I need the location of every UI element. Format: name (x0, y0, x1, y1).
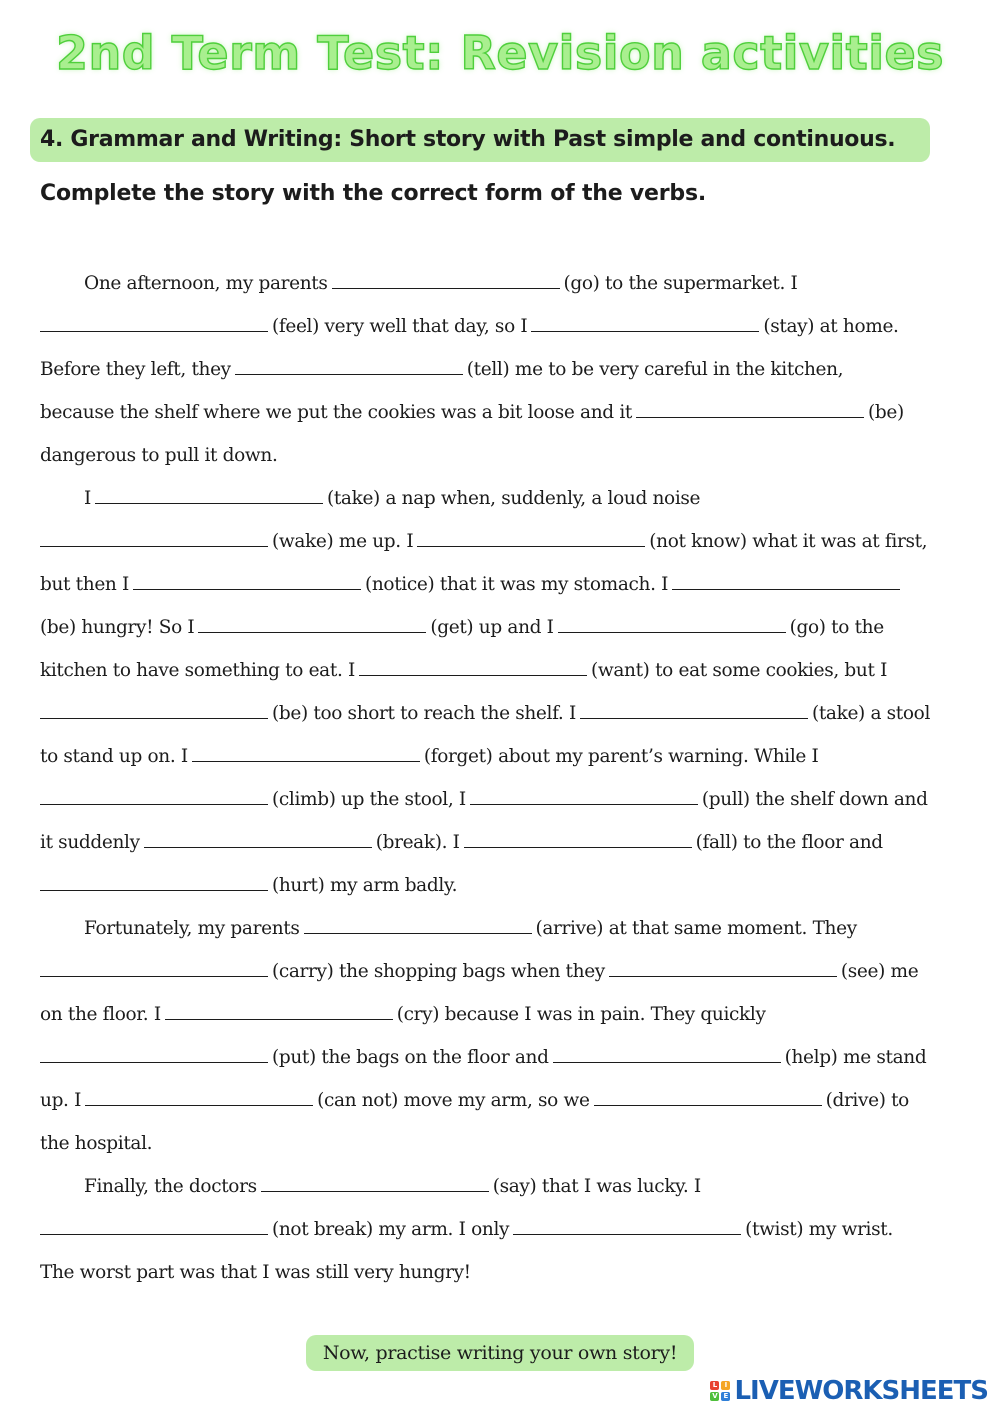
story-text: up. I (40, 1090, 82, 1111)
story-line (40, 525, 927, 559)
answer-blank[interactable] (513, 1215, 741, 1235)
answer-blank[interactable] (40, 699, 268, 719)
story-line (40, 654, 887, 688)
story-text: Fortunately, my parents (84, 918, 300, 939)
story-line (40, 439, 278, 473)
story-text: (hurt) my arm badly. (272, 875, 458, 896)
answer-blank[interactable] (417, 527, 645, 547)
story-text: (get) up and I (430, 617, 554, 638)
story-text: One afternoon, my parents (84, 273, 328, 294)
answer-blank[interactable] (85, 1086, 313, 1106)
story-text: (feel) very well that day, so I (272, 316, 528, 337)
story-line (40, 955, 918, 989)
section-heading: 4. Grammar and Writing: Short story with Past simple and continuous. (30, 118, 930, 162)
story-text: because the shelf where we put the cookies was a bit loose and it (40, 402, 632, 423)
story-line (40, 1041, 926, 1075)
story-text: (see) me (840, 961, 919, 982)
story-text: (go) to the supermarket. I (563, 273, 798, 294)
story-line (40, 998, 766, 1032)
story-line (40, 396, 904, 430)
writing-prompt-banner: Now, practise writing your own story! (306, 1335, 694, 1371)
story-line (40, 1084, 909, 1118)
story-text: it suddenly (40, 832, 140, 853)
story-text: (forget) about my parent’s warning. While I (423, 746, 819, 767)
answer-blank[interactable] (40, 871, 268, 891)
story-line (84, 482, 700, 516)
story-text: to stand up on. I (40, 746, 188, 767)
answer-blank[interactable] (553, 1043, 781, 1063)
answer-blank[interactable] (165, 1000, 393, 1020)
story-text: (not know) what it was at first, (649, 531, 928, 552)
story-text: (climb) up the stool, I (272, 789, 466, 810)
answer-blank[interactable] (470, 785, 698, 805)
story-text: (put) the bags on the floor and (272, 1047, 549, 1068)
story-text: kitchen to have something to eat. I (40, 660, 355, 681)
story-text: (want) to eat some cookies, but I (590, 660, 888, 681)
answer-blank[interactable] (192, 742, 420, 762)
story-text: (not break) my arm. I only (272, 1219, 510, 1240)
story-text: Before they left, they (40, 359, 231, 380)
story-text: (be) (867, 402, 904, 423)
story-line (84, 1170, 701, 1204)
answer-blank[interactable] (464, 828, 692, 848)
story-text: (twist) my wrist. (745, 1219, 893, 1240)
answer-blank[interactable] (359, 656, 587, 676)
story-line (40, 310, 899, 344)
story-text: (notice) that it was my stomach. I (364, 574, 669, 595)
instruction-text: Complete the story with the correct form of the verbs. (40, 181, 707, 206)
story-line (40, 826, 883, 860)
story-line (40, 869, 457, 903)
story-text: (cry) because I was in pain. They quickly (396, 1004, 766, 1025)
answer-blank[interactable] (558, 613, 786, 633)
answer-blank[interactable] (580, 699, 808, 719)
story-text: (pull) the shelf down and (701, 789, 928, 810)
answer-blank[interactable] (235, 355, 463, 375)
story-text: (arrive) at that same moment. They (535, 918, 857, 939)
story-text: (be) hungry! So I (40, 617, 195, 638)
answer-blank[interactable] (636, 398, 864, 418)
story-text: dangerous to pull it down. (40, 445, 278, 466)
answer-blank[interactable] (40, 785, 268, 805)
story-text: (help) me stand (784, 1047, 927, 1068)
story-text: (drive) to (825, 1090, 909, 1111)
logo-mark-letter: I (721, 1381, 730, 1390)
story-line (84, 267, 797, 301)
story-line (84, 912, 857, 946)
story-text: Finally, the doctors (84, 1176, 257, 1197)
answer-blank[interactable] (304, 914, 532, 934)
story-line (40, 740, 819, 774)
answer-blank[interactable] (40, 312, 268, 332)
story-line (40, 783, 928, 817)
story-text: on the floor. I (40, 1004, 161, 1025)
answer-blank[interactable] (261, 1172, 489, 1192)
answer-blank[interactable] (198, 613, 426, 633)
answer-blank[interactable] (133, 570, 361, 590)
story-text: The worst part was that I was still very hungry! (40, 1262, 471, 1283)
logo-mark-letter: E (721, 1392, 730, 1401)
story-text: the hospital. (40, 1133, 153, 1154)
liveworksheets-logo-icon (710, 1381, 730, 1401)
answer-blank[interactable] (40, 1043, 268, 1063)
answer-blank[interactable] (144, 828, 372, 848)
story-text: I (84, 488, 91, 509)
story-line (40, 697, 930, 731)
story-text: (break). I (375, 832, 460, 853)
story-text: (say) that I was lucky. I (492, 1176, 701, 1197)
answer-blank[interactable] (609, 957, 837, 977)
story-text: (go) to the (789, 617, 884, 638)
story-line (40, 1213, 893, 1247)
story-text: but then I (40, 574, 129, 595)
answer-blank[interactable] (40, 527, 268, 547)
answer-blank[interactable] (95, 484, 323, 504)
story-text: (fall) to the floor and (695, 832, 883, 853)
logo-mark-letter: V (712, 1392, 718, 1400)
answer-blank[interactable] (672, 570, 900, 590)
story-text: (stay) at home. (763, 316, 899, 337)
story-text: (wake) me up. I (272, 531, 414, 552)
logo-mark-letter: L (710, 1381, 719, 1390)
story-line (40, 353, 843, 387)
answer-blank[interactable] (40, 957, 268, 977)
story-line (40, 568, 904, 602)
story-text: (carry) the shopping bags when they (272, 961, 605, 982)
answer-blank[interactable] (40, 1215, 268, 1235)
logo-text: LIVEWORKSHEETS (734, 1376, 988, 1406)
story-text: (tell) me to be very careful in the kitchen, (466, 359, 844, 380)
answer-blank[interactable] (332, 269, 560, 289)
story-text: (take) a stool (811, 703, 931, 724)
story-line (40, 1127, 152, 1161)
answer-blank[interactable] (594, 1086, 822, 1106)
story-line (40, 611, 884, 645)
story-text: (be) too short to reach the shelf. I (272, 703, 576, 724)
story-text: (take) a nap when, suddenly, a loud noise (326, 488, 701, 509)
answer-blank[interactable] (531, 312, 759, 332)
story-line (40, 1256, 471, 1290)
worksheet-title: 2nd Term Test: Revision activities (55, 26, 945, 80)
liveworksheets-logo (710, 1374, 988, 1408)
story-text: (can not) move my arm, so we (317, 1090, 590, 1111)
